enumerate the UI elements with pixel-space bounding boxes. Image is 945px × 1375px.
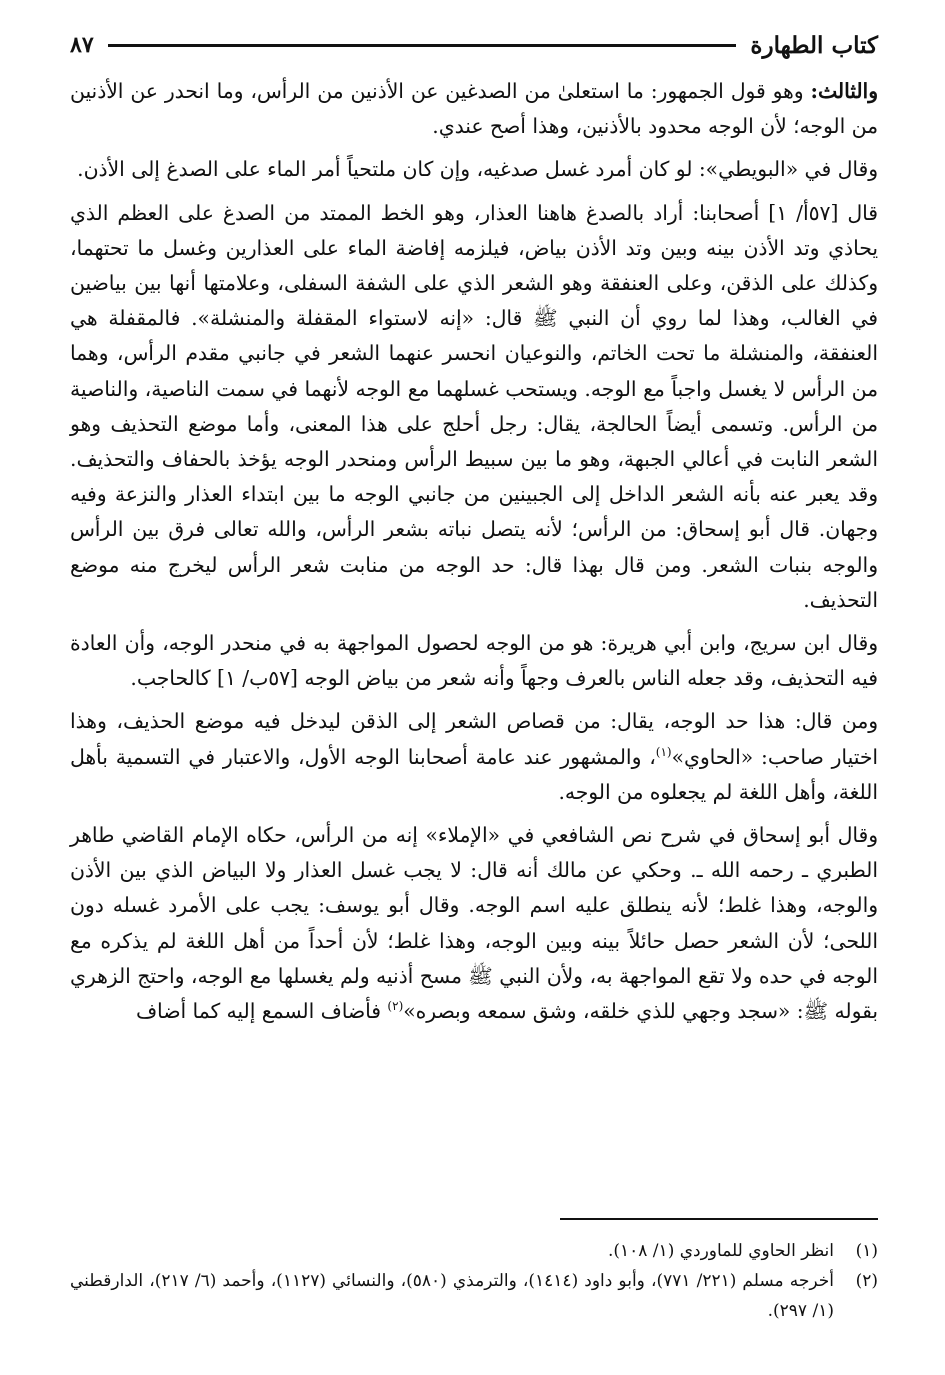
footnote-divider — [560, 1218, 878, 1220]
footnote-text: انظر الحاوي للماوردي (١/ ١٠٨). — [607, 1241, 834, 1261]
paragraph-3: قال [٥٧أ/ ١] أصحابنا: أراد بالصدغ هاهنا العذار، وهو الخط الممتد من الصدغ على العظم الذي يحاذي وتد الأذن بينه وبين وتد الأذن بياض، فيلزمه إفاضة الماء على العذارين وغسل ما تحتهما، وكذلك على الذقن، وعلى العنفقة وهو الشعر الذي على الشفة السفلى، وعلامتها أنها بين بياضين في الغالب، وهذا لما روي أن النبي ﷺ قال: «إنه لاستواء المقفلة والمنشلة». فالمقفلة هي العنفقة، والمنشلة ما تحت الخاتم، والنوعيان انحسر عنهما الشعر في جانبي مقدم الرأس، وهما من الرأس لا يغسل واجباً مع الوجه. ويستحب غسلهما مع الوجه لأنهما في سمت الناصية، والناصية من الرأس. وتسمى أيضاً الحالجة، يقال: رجل أحلج على هذا المعنى، وأما موضع التحذيف وهو الشعر النابت في أعالي الجبهة، وهو ما بين سبيط الرأس ومنحدر الوجه يؤخذ بالحفاف والتحذيف. وقد يعبر عنه بأنه الشعر الداخل إلى الجبينين من جانبي الوجه ما بين ابتداء العذار والنزعة وفيه وجهان. قال أبو إسحاق: من الرأس؛ لأنه يتصل نباته بشعر الرأس، والله تعالى فرق بين الرأس والوجه بنبات الشعر. ومن قال بهذا قال: حد الوجه من منابت شعر الرأس ليخرج منه موضع التحذيف. — [70, 200, 878, 612]
paragraph-6 — [70, 818, 878, 1029]
footnote-ref-1[interactable]: (١) — [655, 744, 672, 759]
paragraph-text: وهو قول الجمهور: ما استعلىٰ من الصدغين عن الأذنين من الرأس، وما انحدر عن الأذنين من الوجه؛ لأن الوجه محدود بالأذنين، وهذا أصح عندي. — [70, 79, 878, 139]
paragraph-1 — [70, 74, 878, 144]
paragraph-2: وقال في «البويطي»: لو كان أمرد غسل صدغيه، وإن كان ملتحياً أمر الماء على الصدغ إلى الأذن. — [77, 157, 878, 182]
footnote-number: (١) — [855, 1241, 878, 1261]
page-number: ٨٧ — [70, 32, 94, 58]
paragraph-text: وقال أبو إسحاق في شرح نص الشافعي في «الإملاء» إنه من الرأس، حكاه الإمام القاضي طاهر الطبري ـ رحمه الله ـ. وحكي عن مالك أنه قال: لا يجب غسل العذار ولا البياض الذي بين الأذن والوجه، وهذا غلط؛ لأنه ينطلق عليه اسم الوجه. وقال أبو يوسف: يجب على الأمرد غسله دون اللحى؛ لأن الشعر حصل حائلاً بينه وبين الوجه، وهذا غلط؛ لأن أحداً من أهل اللغة لم يذكره مع الوجه في حده ولا تقع المواجهة به، ولأن النبي ﷺ مسح أذنيه ولم يغسلها مع الوجه، واحتج الزهري بقوله ﷺ: «سجد وجهي للذي خلقه، وشق سمعه وبصره» — [70, 823, 878, 1024]
footnote-ref-2[interactable]: (٢) — [387, 999, 404, 1014]
footnote-number: (٢) — [855, 1271, 878, 1291]
body-text — [70, 74, 878, 1029]
paragraph-5 — [70, 704, 878, 810]
paragraph-text: ومن قال: هذا حد الوجه، يقال: من قصاص الشعر إلى الذقن ليدخل فيه موضع الحذيف، وهذا اختيار صاحب: «الحاوي» — [70, 709, 878, 769]
paragraph-lead: والثالث: — [810, 79, 878, 103]
footnote-2 — [70, 1266, 878, 1326]
chapter-title: كتاب الطهارة — [750, 31, 878, 59]
paragraph-text: فأضاف السمع إليه كما أضاف — [136, 999, 388, 1024]
running-header — [70, 22, 878, 68]
paragraph-text: ، والمشهور عند عامة أصحابنا الوجه الأول، والاعتبار في التسمية بأهل اللغة، وأهل اللغة لم يجعلوه من الوجه. — [70, 744, 878, 804]
footnote-1 — [70, 1236, 878, 1266]
footnotes — [70, 1218, 878, 1326]
footnote-text: أخرجه مسلم (٢٢١/ ٧٧١)، وأبو داود (١٤١٤)، والترمذي (٥٨٠)، والنسائي (١١٢٧)، وأحمد (٦/ ٢١٧)، الدارقطني (١/ ٢٩٧). — [70, 1271, 834, 1321]
book-page — [70, 22, 878, 1321]
header-rule — [108, 44, 737, 47]
paragraph-4: وقال ابن سريج، وابن أبي هريرة: هو من الوجه لحصول المواجهة به في منحدر الوجه، وأن العادة فيه التحذيف، وقد جعله الناس بالعرف وجهاً وأنه شعر من بياض الوجه [٥٧ب/ ١] كالحاجب. — [70, 631, 878, 691]
